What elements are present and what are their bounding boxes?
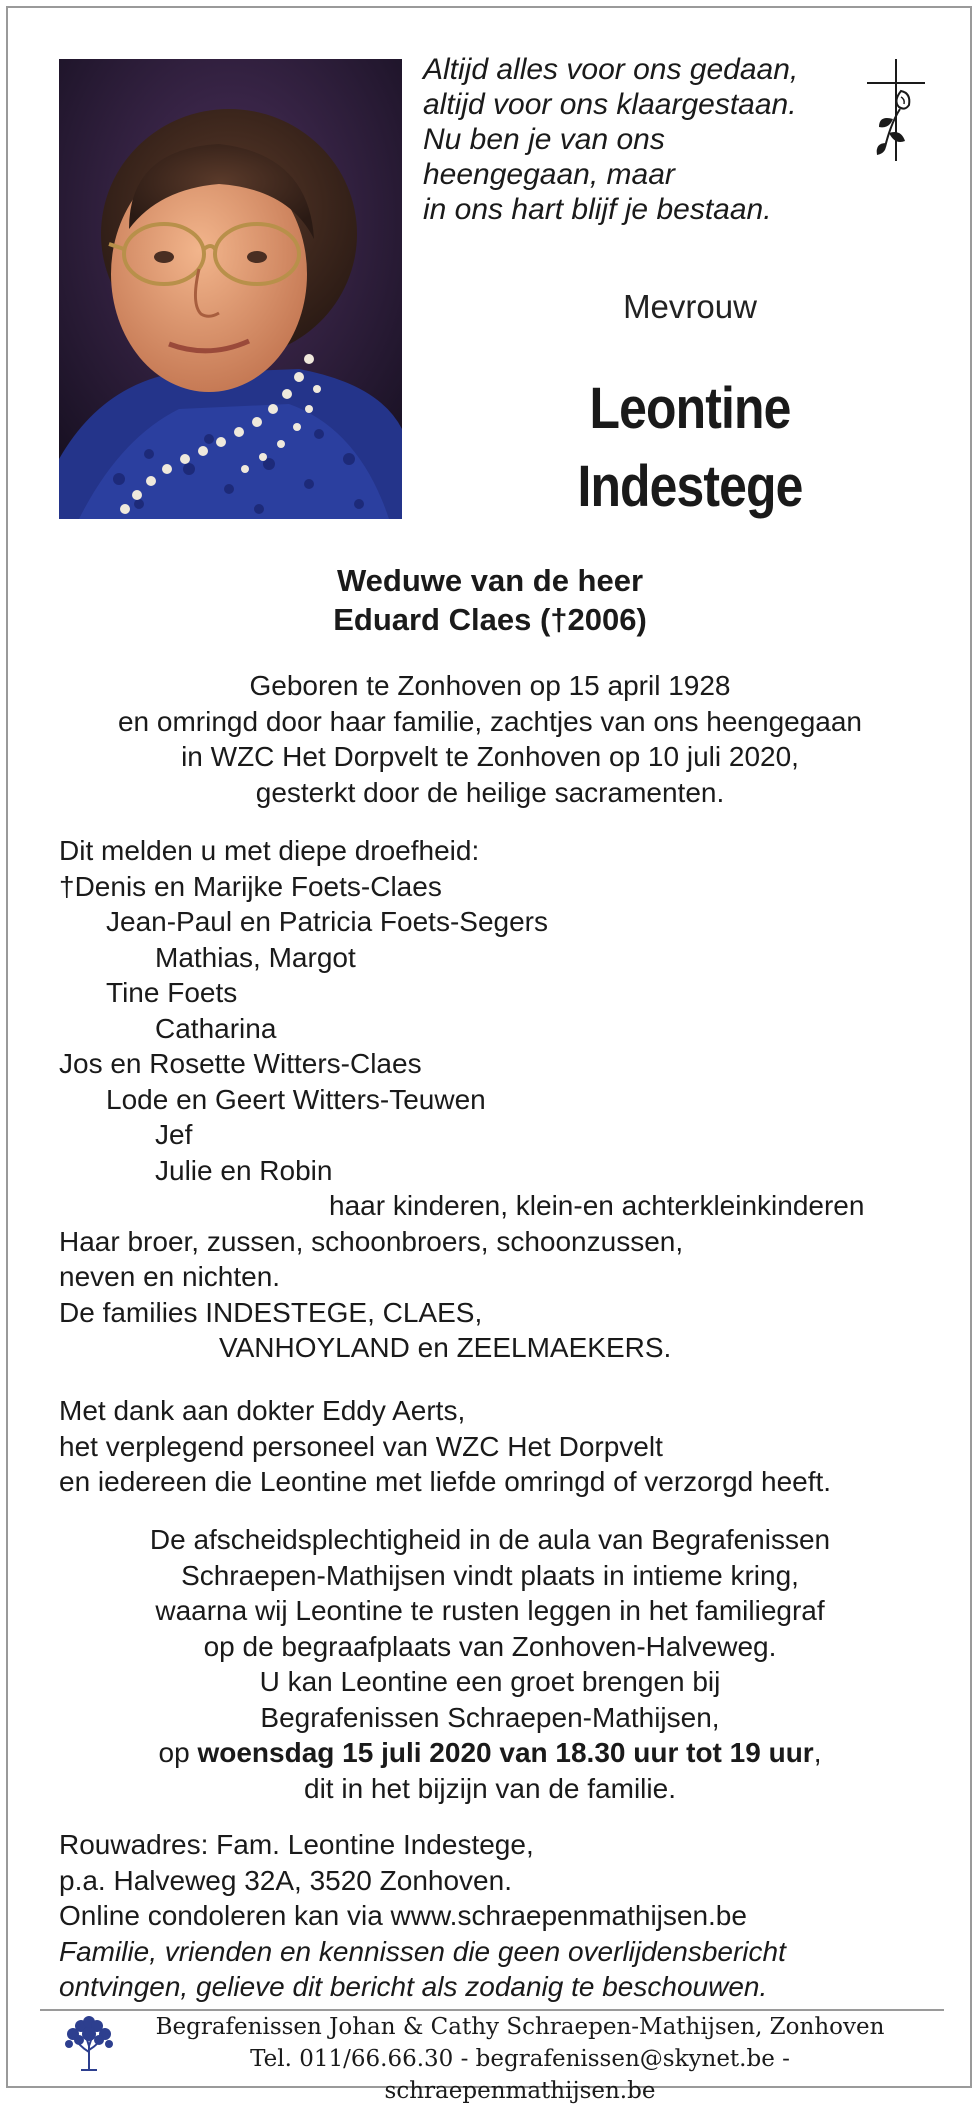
ceremony-line: De afscheidsplechtigheid in de aula van Begrafenissen [149,1524,831,1555]
family-line: Jef [155,1119,193,1150]
family-line: neven en nichten. [59,1261,281,1292]
salutation: Mevrouw [623,288,757,325]
deceased-name [492,370,888,526]
memorial-poem [423,52,843,227]
ceremony-details [0,1522,980,1806]
family-line: De families INDESTEGE, CLAES, [59,1296,483,1328]
last-name: Indestege [577,454,803,519]
poem-line: Nu ben je van ons [423,123,665,156]
family-list [59,833,939,1366]
family-line: Jos en Rosette Witters-Claes [59,1048,422,1079]
details-line: Geboren te Zonhoven op 15 april 1928 [249,670,731,701]
address-section [59,1827,939,2005]
mourning-address: Rouwadres: Fam. Leontine Indestege, [59,1829,534,1860]
ceremony-line: Schraepen-Mathijsen vindt plaats in intieme kring, [181,1559,799,1591]
family-line: Lode en Geert Witters-Teuwen [106,1083,486,1115]
family-intro: Dit melden u met diepe droefheid: [59,835,480,866]
family-line: Mathias, Margot [155,941,356,973]
widow-line: Weduwe van de heer [336,563,644,598]
family-line: VANHOYLAND en ZEELMAEKERS. [219,1332,672,1363]
notice-note: ontvingen, gelieve dit bericht als zodanig te beschouwen. [59,1971,768,2002]
poem-line: Altijd alles voor ons gedaan, [423,53,799,86]
spouse-name: Eduard Claes (†2006) [333,602,647,637]
birth-death-details [0,668,980,810]
visit-suffix: , [813,1737,822,1768]
notice-note: Familie, vrienden en kennissen die geen overlijdensbericht [59,1935,786,1967]
ceremony-line: Begrafenissen Schraepen-Mathijsen, [260,1701,720,1733]
cross-rose-icon [865,57,927,161]
ceremony-line: U kan Leontine een groet brengen bij [259,1666,721,1697]
tree-icon [63,2016,115,2072]
ceremony-line: dit in het bijzijn van de familie. [304,1772,676,1804]
family-line: Catharina [155,1012,277,1044]
funeral-home-info [120,2011,920,2107]
widow-of [0,561,980,639]
visit-line [0,1735,980,1771]
details-line: en omringd door haar familie, zachtjes van ons heengegaan [117,705,863,737]
details-line: in WZC Het Dorpvelt te Zonhoven op 10 juli 2020, [181,741,799,772]
condolence-link[interactable]: Online condoleren kan via www.schraepenmathijsen.be [59,1900,747,1931]
first-name: Leontine [589,376,791,441]
thanks-line: het verplegend personeel van WZC Het Dorpvelt [59,1430,663,1462]
funeral-home-name: Begrafenissen Johan & Cathy Schraepen-Mathijsen, Zonhoven [155,2014,885,2040]
thanks-section [59,1393,939,1500]
ceremony-line: waarna wij Leontine te rusten leggen in het familiegraf [155,1595,825,1626]
family-line: Julie en Robin [155,1154,333,1186]
thanks-line: Met dank aan dokter Eddy Aerts, [59,1395,466,1426]
poem-line: heengegaan, maar [423,158,675,191]
ceremony-line: op de begraafplaats van Zonhoven-Halveweg. [203,1630,777,1662]
family-line: Haar broer, zussen, schoonbroers, schoonzussen, [59,1225,684,1257]
visit-prefix: op [158,1737,198,1768]
thanks-line: en iedereen die Leontine met liefde omringd of verzorgd heeft. [59,1466,832,1497]
poem-line: in ons hart blijf je bestaan. [423,193,772,226]
funeral-home-contact[interactable]: Tel. 011/66.66.30 - begrafenissen@skynet.be - schraepenmathijsen.be [250,2046,790,2104]
family-line: haar kinderen, klein-en achterkleinkinderen [329,1190,865,1221]
poem-line: altijd voor ons klaargestaan. [423,88,797,121]
family-line: †Denis en Marijke Foets-Claes [59,870,442,902]
family-line: Jean-Paul en Patricia Foets-Segers [106,906,548,937]
postal-address: p.a. Halveweg 32A, 3520 Zonhoven. [59,1864,512,1896]
visit-datetime: woensdag 15 juli 2020 van 18.30 uur tot 19 uur [197,1737,814,1768]
family-line: Tine Foets [106,977,238,1008]
portrait-photo [59,59,402,519]
details-line: gesterkt door de heilige sacramenten. [255,776,725,808]
